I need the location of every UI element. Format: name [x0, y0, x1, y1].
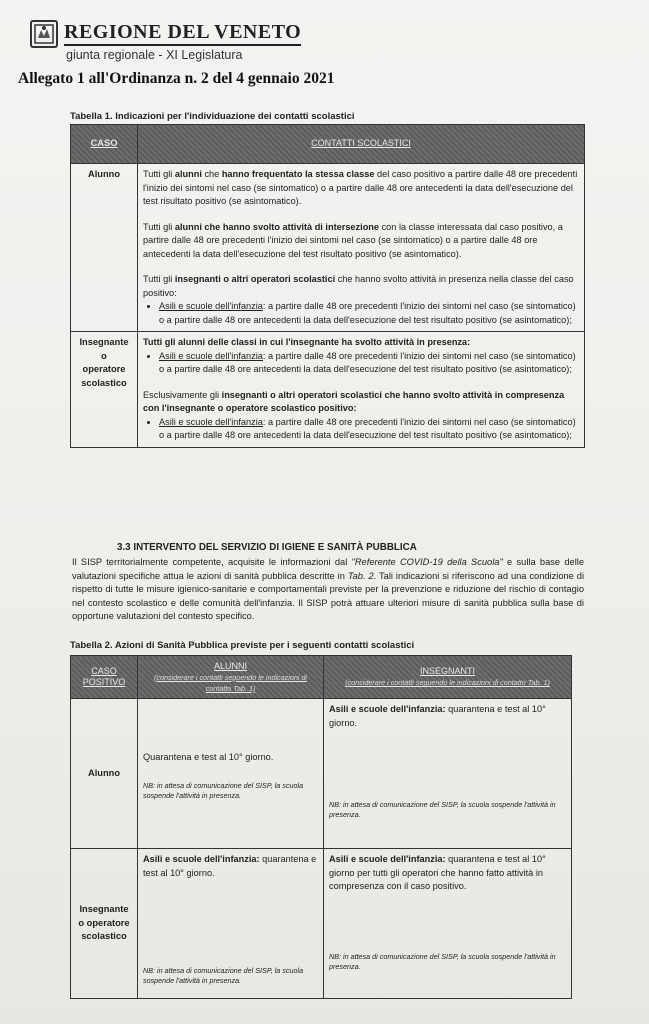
annex-title: Allegato 1 all'Ordinanza n. 2 del 4 gennaio 2021	[18, 70, 335, 87]
col-header-teachers: INSEGNANTI (considerare i contatti seguendo le indicazioni di contatto Tab. 1)	[324, 656, 572, 699]
col-header-case: CASO	[71, 125, 138, 164]
section-body: Il SISP territorialmente competente, acquisite le informazioni dal "Referente COVID-19 della Scuola" e sulla base delle valutazioni specifiche attua le azioni di sanità pubblica descritte in Tab. 2. Tali indicazioni si riferiscono ad una condizione di rispetto di tutte le misure igienico-sanitarie e comportamentali previste per la prevenzione e riduzione del rischio di contagio nel contesto scolastico e delle comunità dell'infanzia. Il SISP potrà attuare ulteriori misure di sanità pubblica sulla base di opportune valutazioni del contesto specifico.	[72, 557, 585, 621]
actions-table	[70, 655, 572, 999]
org-subtitle: giunta regionale - XI Legislatura	[66, 48, 243, 62]
table-row	[71, 699, 572, 849]
row-label-pupil: Alunno	[71, 164, 138, 332]
cell-pupil-teachers: Asili e scuole dell'infanzia: quarantena e test al 10° giorno. NB: in attesa di comunicazione del SISP, la scuola sospende l'attività in presenza.	[324, 699, 572, 849]
list-item: • Asili e scuole dell'infanzia: a partire dalle 48 ore precedenti l'inizio dei sintomi nel caso (se sintomatico) o a partire dalle 48 ore antecedenti la data dell'esecuzione del test risultato positivo (se asintomatico);	[159, 350, 579, 377]
cell-teacher-teachers: Asili e scuole dell'infanzia: quarantena e test al 10° giorno per tutti gli operatori che hanno fatto attività in compresenza con il caso positivo. NB: in attesa di comunicazione del SISP, la scuola sospende l'attività in presenza.	[324, 849, 572, 999]
row-label-teacher: Insegnante o operatore scolastico	[71, 849, 138, 999]
region-crest-icon	[30, 20, 58, 48]
cell-pupil-pupils: Quarantena e test al 10° giorno. NB: in attesa di comunicazione del SISP, la scuola sospende l'attività in presenza.	[138, 699, 324, 849]
table-row	[71, 849, 572, 999]
col-header-contacts: CONTATTI SCOLASTICI	[138, 125, 585, 164]
table-row	[71, 164, 585, 332]
col-header-pupils: ALUNNI (considerare i contatti seguendo le indicazioni di contatto Tab. 1)	[138, 656, 324, 699]
row-label-pupil: Alunno	[71, 699, 138, 849]
list-item: • Asili e scuole dell'infanzia: a partire dalle 48 ore precedenti l'inizio dei sintomi nel caso (se sintomatico) o a partire dalle 48 ore antecedenti la data dell'esecuzione del test risultato positivo (se asintomatico);	[159, 300, 579, 327]
row-label-teacher: Insegnante o operatore scolastico	[71, 332, 138, 448]
list-item: • Asili e scuole dell'infanzia: a partire dalle 48 ore precedenti l'inizio dei sintomi nel caso (se sintomatico) o a partire dalle 48 ore antecedenti la data dell'esecuzione del test risultato positivo (se asintomatico);	[159, 416, 579, 443]
org-name: REGIONE DEL VENETO	[64, 21, 301, 46]
col-header-case: CASO POSITIVO	[71, 656, 138, 699]
table2-caption: Tabella 2. Azioni di Sanità Pubblica previste per i seguenti contatti scolastici	[70, 640, 415, 651]
row-content-pupil: Tutti gli alunni che hanno frequentato la stessa classe del caso positivo a partire dalle 48 ore precedenti l'inizio dei sintomi nel caso (se sintomatico) o a partire dalle 48 ore antecedenti la data dell'esecuzione del test risultato positivo (se asintomatico). Tutti gli alunni che hanno svolto attività di intersezione con la classe interessata dal caso positivo, a partire dalle 48 ore precedenti l'inizio dei sintomi nel caso (se sintomatico) o a partire dalle 48 ore antecedenti la data dell'esecuzione del test risultato positivo (se asintomatico). Tutti gli insegnanti o altri operatori scolastici che hanno svolto attività in presenza nella classe del caso positivo: • Asili e scuole dell'infanzia: a partire dalle 48 ore precedenti l'inizio dei sintomi nel caso (se sintomatico) o a partire dalle 48 ore antecedenti la data dell'esecuzione del test risultato positivo (se asintomatico);	[138, 164, 585, 332]
table-row	[71, 332, 585, 448]
contacts-table	[70, 124, 585, 448]
row-content-teacher: Tutti gli alunni delle classi in cui l'insegnante ha svolto attività in presenza: • Asili e scuole dell'infanzia: a partire dalle 48 ore precedenti l'inizio dei sintomi nel caso (se sintomatico) o a partire dalle 48 ore antecedenti la data dell'esecuzione del test risultato positivo (se asintomatico); Esclusivamente gli insegnanti o altri operatori scolastici che hanno svolto attività in compresenza con l'insegnante o operatore scolastico positivo: • Asili e scuole dell'infanzia: a partire dalle 48 ore precedenti l'inizio dei sintomi nel caso (se sintomatico) o a partire dalle 48 ore antecedenti la data dell'esecuzione del test risultato positivo (se asintomatico);	[138, 332, 585, 448]
section-heading: 3.3 INTERVENTO DEL SERVIZIO DI IGIENE E SANITÀ PUBBLICA	[117, 542, 417, 553]
cell-teacher-pupils: Asili e scuole dell'infanzia: quarantena e test al 10° giorno. NB: in attesa di comunicazione del SISP, la scuola sospende l'attività in presenza.	[138, 849, 324, 999]
table1-caption: Tabella 1. Indicazioni per l'individuazione dei contatti scolastici	[70, 111, 355, 122]
